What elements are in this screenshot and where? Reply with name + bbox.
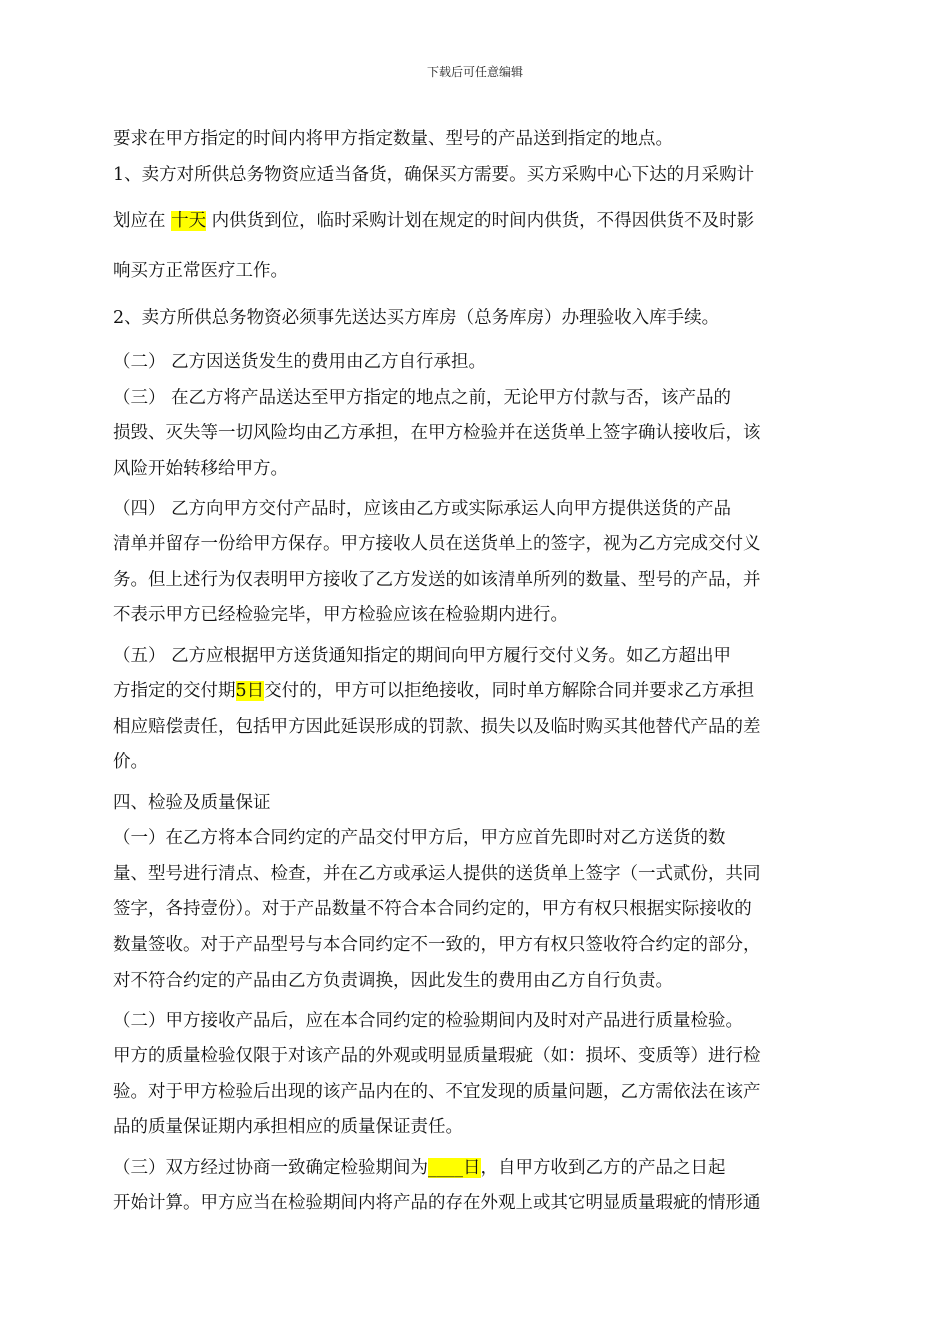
text-line xyxy=(113,1044,853,1068)
text-segment: 划应在 xyxy=(113,211,172,231)
text-segment: 务。但上述行为仅表明甲方接收了乙方发送的如该清单所列的数量、型号的产品，并 xyxy=(113,570,761,590)
text-line xyxy=(113,715,853,739)
text-segment: 相应赔偿责任，包括甲方因此延误形成的罚款、损失以及临时购买其他替代产品的差 xyxy=(113,717,761,737)
text-line xyxy=(113,679,853,703)
text-line xyxy=(113,421,853,445)
text-segment: 清单并留存一份给甲方保存。甲方接收人员在送货单上的签字，视为乙方完成交付义 xyxy=(113,534,761,554)
text-line xyxy=(113,969,853,993)
text-line xyxy=(113,386,853,410)
text-segment: 响买方正常医疗工作。 xyxy=(113,261,288,281)
text-segment: 2、卖方所供总务物资必须事先送达买方库房（总务库房）办理验收入库手续。 xyxy=(113,308,720,328)
text-segment: 1、卖方对所供总务物资应适当备货，确保买方需要。买方采购中心下达的月采购计 xyxy=(113,165,755,185)
text-segment: （四） 乙方向甲方交付产品时，应该由乙方或实际承运人向甲方提供送货的产品 xyxy=(113,499,732,519)
text-segment: 对不符合约定的产品由乙方负责调换，因此发生的费用由乙方自行负责。 xyxy=(113,971,673,991)
text-segment: 开始计算。甲方应当在检验期间内将产品的存在外观上或其它明显质量瑕疵的情形通 xyxy=(113,1193,761,1213)
text-segment: （二）甲方接收产品后，应在本合同约定的检验期间内及时对产品进行质量检验。 xyxy=(113,1011,743,1031)
text-line xyxy=(113,209,853,233)
text-segment: 量、型号进行清点、检查，并在乙方或承运人提供的送货单上签字（一式贰份，共同 xyxy=(113,864,761,884)
text-line xyxy=(113,350,853,374)
text-line xyxy=(113,306,853,330)
text-line xyxy=(113,603,853,627)
text-segment: 价。 xyxy=(113,752,148,772)
text-line xyxy=(113,1080,853,1104)
page-header: 下载后可任意编辑 xyxy=(426,65,523,79)
text-line xyxy=(113,791,853,815)
text-segment: 损毁、灭失等一切风险均由乙方承担，在甲方检验并在送货单上签字确认接收后，该 xyxy=(113,423,761,443)
text-segment: （一）在乙方将本合同约定的产品交付甲方后，甲方应首先即时对乙方送货的数 xyxy=(113,828,726,848)
text-segment: 四、检验及质量保证 xyxy=(113,793,271,813)
text-segment: （二） 乙方因送货发生的费用由乙方自行承担。 xyxy=(113,352,487,372)
text-line xyxy=(113,897,853,921)
text-segment: 数量签收。对于产品型号与本合同约定不一致的，甲方有权只签收符合约定的部分， xyxy=(113,935,761,955)
text-line xyxy=(113,259,853,283)
text-line xyxy=(113,163,853,187)
text-segment: 要求在甲方指定的时间内将甲方指定数量、型号的产品送到指定的地点。 xyxy=(113,129,673,149)
text-line xyxy=(113,862,853,886)
text-line xyxy=(113,644,853,668)
text-segment: 验。对于甲方检验后出现的该产品内在的、不宜发现的质量问题，乙方需依法在该产 xyxy=(113,1082,761,1102)
text-line xyxy=(113,1191,853,1215)
highlighted-text: ____日 xyxy=(428,1158,481,1178)
text-line xyxy=(113,1009,853,1033)
text-segment: 内供货到位，临时采购计划在规定的时间内供货，不得因供货不及时影 xyxy=(206,211,755,231)
text-line xyxy=(113,497,853,521)
text-segment: 甲方的质量检验仅限于对该产品的外观或明显质量瑕疵（如：损坏、变质等）进行检 xyxy=(113,1046,761,1066)
text-line xyxy=(113,826,853,850)
text-segment: （三）双方经过协商一致确定检验期间为 xyxy=(113,1158,428,1178)
text-line xyxy=(113,127,853,151)
highlighted-text: 5日 xyxy=(235,681,265,701)
text-segment: 签字，各持壹份）。对于产品数量不符合本合同约定的，甲方有权只根据实际接收的 xyxy=(113,899,752,919)
text-line xyxy=(113,1156,853,1180)
text-line xyxy=(113,568,853,592)
text-line xyxy=(113,457,853,481)
text-line xyxy=(113,1115,853,1139)
text-segment: （三） 在乙方将产品送达至甲方指定的地点之前，无论甲方付款与否，该产品的 xyxy=(113,388,732,408)
text-line xyxy=(113,750,853,774)
text-segment: 交付的，甲方可以拒绝接收，同时单方解除合同并要求乙方承担 xyxy=(264,681,755,701)
text-line xyxy=(113,933,853,957)
highlighted-text: 十天 xyxy=(171,211,207,231)
text-segment: 不表示甲方已经检验完毕，甲方检验应该在检验期内进行。 xyxy=(113,605,568,625)
text-segment: 方指定的交付期 xyxy=(113,681,236,701)
text-segment: ，自甲方收到乙方的产品之日起 xyxy=(480,1158,726,1178)
text-line xyxy=(113,532,853,556)
text-segment: （五） 乙方应根据甲方送货通知指定的期间向甲方履行交付义务。如乙方超出甲 xyxy=(113,646,732,666)
text-segment: 品的质量保证期内承担相应的质量保证责任。 xyxy=(113,1117,463,1137)
text-segment: 风险开始转移给甲方。 xyxy=(113,459,288,479)
